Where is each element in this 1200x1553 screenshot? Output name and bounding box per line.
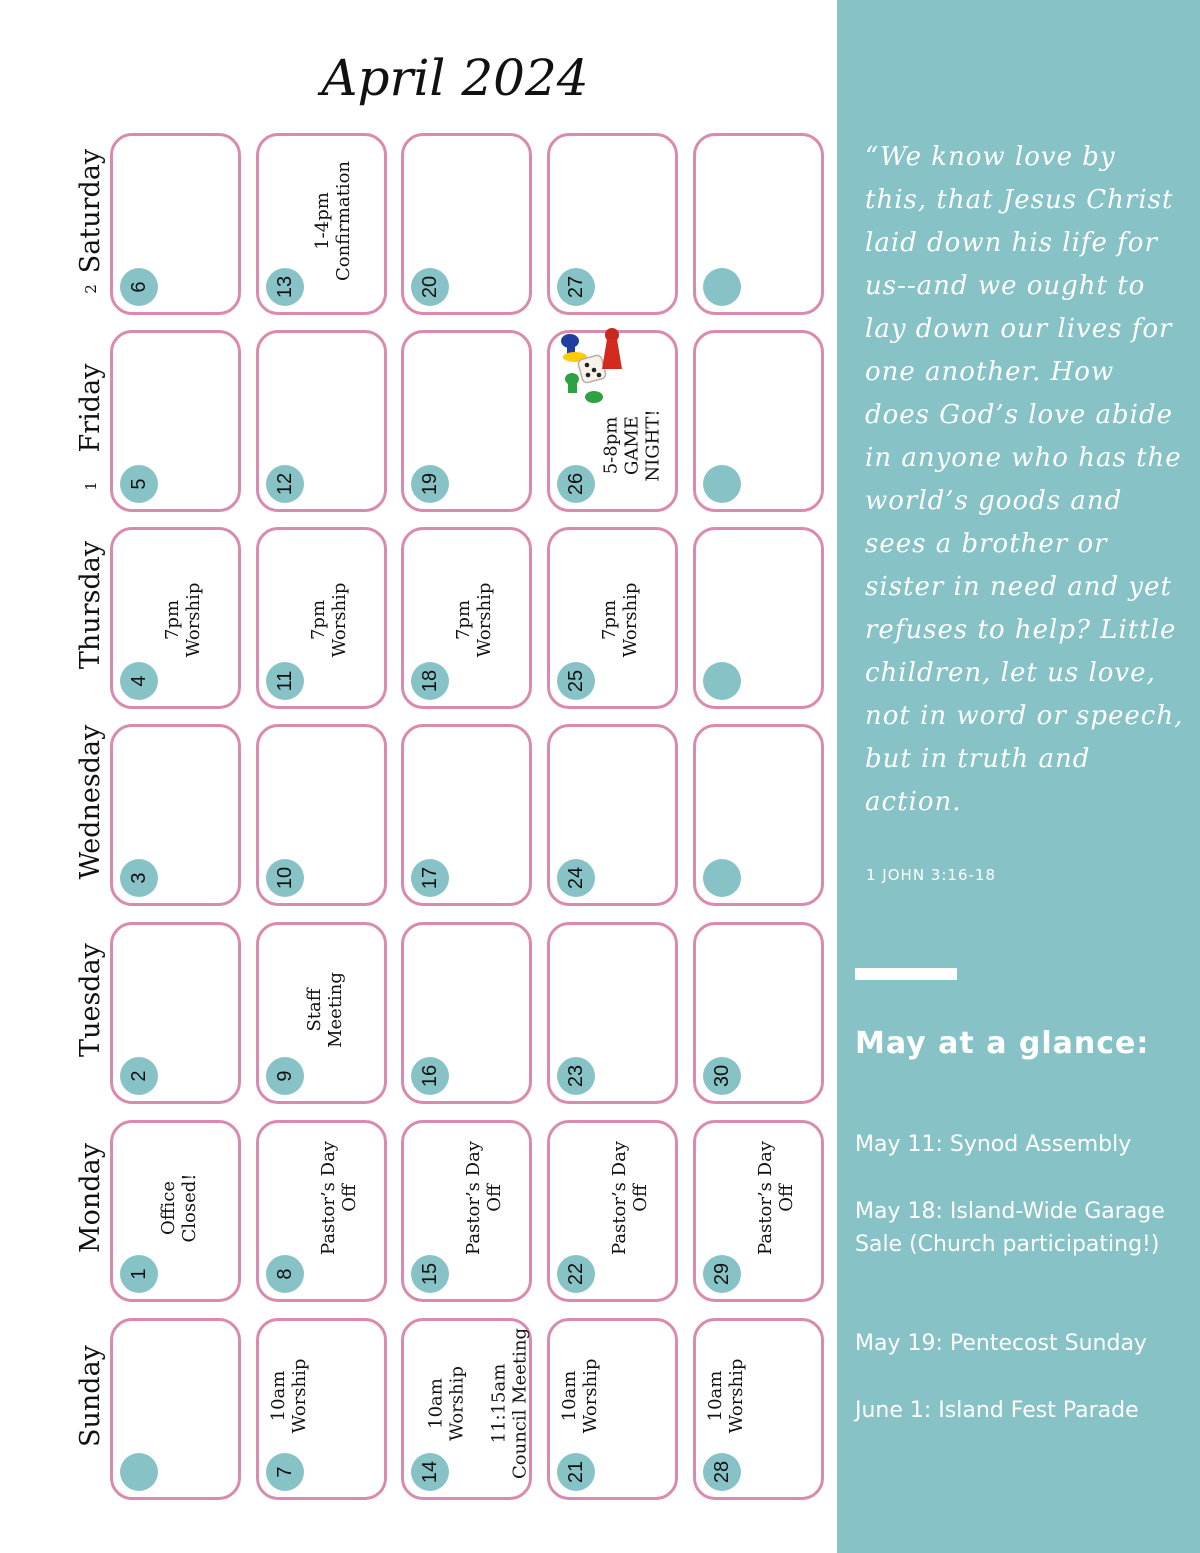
day-number-badge [703, 859, 741, 897]
day-number [703, 465, 741, 503]
day-number: 9 [273, 1070, 296, 1082]
day-number: 28 [710, 1460, 733, 1484]
calendar-day-cell [256, 922, 387, 1104]
day-number-badge [703, 268, 741, 306]
day-number-badge [703, 465, 741, 503]
event-text: 7pm Worship [308, 582, 350, 658]
margin-number: 1 [81, 481, 100, 491]
calendar-day-cell [547, 922, 678, 1104]
may-at-a-glance-heading: May at a glance: [855, 1026, 1150, 1061]
day-number: 15 [418, 1262, 441, 1286]
divider [855, 968, 957, 980]
may-item: June 1: Island Fest Parade [855, 1398, 1139, 1423]
day-number: 10 [273, 866, 296, 890]
calendar-day-cell [547, 133, 678, 315]
day-number: 4 [127, 675, 150, 687]
day-number: 3 [127, 872, 150, 884]
day-number-badge [703, 662, 741, 700]
sidebar [837, 0, 1200, 1553]
day-number: 23 [564, 1064, 587, 1088]
day-number: 6 [127, 281, 150, 293]
event-text: 1-4pm Confirmation [312, 160, 354, 282]
event-text: Pastor’s Day Off [609, 1141, 651, 1255]
day-number-badge [703, 1057, 741, 1095]
day-number: 30 [710, 1064, 733, 1088]
day-number: 29 [710, 1262, 733, 1286]
day-number: 19 [418, 472, 441, 496]
margin-number: 2 [81, 284, 100, 294]
calendar-day-cell [401, 133, 532, 315]
day-number: 8 [273, 1268, 296, 1280]
day-number-badge [120, 859, 158, 897]
calendar-day-cell [547, 724, 678, 906]
calendar-day-cell [110, 724, 241, 906]
calendar-day-cell [401, 922, 532, 1104]
day-number-badge [266, 465, 304, 503]
calendar-day-cell [110, 922, 241, 1104]
event-text: 10am Worship [705, 1358, 747, 1434]
day-number-badge [120, 465, 158, 503]
day-label-sunday: Sunday [75, 1345, 106, 1447]
day-number: 16 [418, 1064, 441, 1088]
day-label-monday: Monday [75, 1143, 106, 1253]
may-item: May 18: Island-Wide Garage Sale (Church participating!) [855, 1199, 1165, 1257]
calendar-day-cell [693, 527, 824, 709]
calendar-day-cell [693, 922, 824, 1104]
board-game-pieces-icon [550, 327, 630, 412]
calendar-day-cell [693, 1120, 824, 1302]
calendar-day-cell [547, 1120, 678, 1302]
day-number [703, 268, 741, 306]
calendar-day-cell [401, 527, 532, 709]
event-text: 7pm Worship [162, 582, 204, 658]
day-number: 14 [418, 1460, 441, 1484]
day-number-badge [411, 1057, 449, 1095]
calendar-day-cell [110, 527, 241, 709]
bible-quote: “We know love by this, that Jesus Christ laid down his life for us--and we ought to lay down our lives for one another. How does God’s love abide in anyone who has the world’s goods and sees a brother or sister in need and yet refuses to help? Little children, let us love, not in word or speech, but in truth and action. [865, 142, 1184, 817]
calendar-day-cell [693, 724, 824, 906]
day-number: 7 [273, 1466, 296, 1478]
event-text: 10am Worship 11:15am Council Meeting [425, 1327, 531, 1479]
day-number-badge [411, 465, 449, 503]
day-number: 5 [127, 478, 150, 490]
day-number: 13 [273, 275, 296, 299]
day-number: 17 [418, 866, 441, 890]
event-text: 10am Worship [559, 1358, 601, 1434]
event-text: Pastor’s Day Off [463, 1141, 505, 1255]
calendar-title [290, 40, 620, 120]
day-number-badge [411, 268, 449, 306]
calendar-day-cell [547, 1318, 678, 1500]
calendar-day-cell [693, 330, 824, 512]
day-number: 18 [418, 669, 441, 693]
day-number-badge [411, 859, 449, 897]
day-label-friday: Friday [75, 363, 106, 453]
event-text: 10am Worship [268, 1358, 310, 1434]
day-number [703, 859, 741, 897]
day-number: 25 [564, 669, 587, 693]
day-label-wednesday: Wednesday [75, 724, 106, 880]
day-number-badge [120, 1057, 158, 1095]
day-number: 21 [564, 1460, 587, 1484]
event-text: 7pm Worship [453, 582, 495, 658]
calendar-day-cell [693, 133, 824, 315]
calendar-day-cell [110, 1120, 241, 1302]
calendar-day-cell [256, 133, 387, 315]
day-number-badge [266, 859, 304, 897]
day-number-badge [557, 1057, 595, 1095]
day-number: 20 [418, 275, 441, 299]
day-number: 27 [564, 275, 587, 299]
day-label-thursday: Thursday [75, 540, 106, 670]
calendar-day-cell [256, 724, 387, 906]
day-number: 26 [564, 472, 587, 496]
event-text: Office Closed! [158, 1173, 200, 1243]
calendar-day-cell [401, 1318, 532, 1500]
calendar-day-cell [693, 1318, 824, 1500]
day-number-badge [120, 1453, 158, 1491]
calendar-day-cell [547, 330, 678, 512]
event-text: 7pm Worship [599, 582, 641, 658]
day-number [703, 662, 741, 700]
day-number-badge [557, 465, 595, 503]
calendar-day-cell [256, 1318, 387, 1500]
calendar-day-cell [256, 1120, 387, 1302]
event-text: Pastor’s Day Off [755, 1141, 797, 1255]
calendar-day-cell [547, 527, 678, 709]
event-text: Staff Meeting [304, 972, 346, 1048]
day-number: 11 [273, 670, 296, 692]
calendar-day-cell [110, 133, 241, 315]
may-item: May 11: Synod Assembly [855, 1132, 1132, 1157]
event-text: Pastor’s Day Off [318, 1141, 360, 1255]
day-number: 12 [273, 472, 296, 496]
event-text: 5-8pm GAME NIGHT! [600, 408, 664, 482]
day-number: 2 [127, 1070, 150, 1082]
day-number-badge [557, 859, 595, 897]
calendar-day-cell [401, 724, 532, 906]
calendar-day-cell [256, 527, 387, 709]
day-number: 22 [564, 1262, 587, 1286]
day-label-saturday: Saturday [75, 148, 106, 274]
day-number-badge [557, 268, 595, 306]
day-number-badge [120, 268, 158, 306]
day-number [120, 1453, 158, 1491]
day-number: 1 [127, 1268, 150, 1280]
calendar-day-cell [401, 1120, 532, 1302]
calendar-day-cell [256, 330, 387, 512]
quote-reference: 1 JOHN 3:16-18 [866, 866, 996, 884]
may-item: May 19: Pentecost Sunday [855, 1331, 1147, 1356]
calendar-day-cell [401, 330, 532, 512]
calendar-title-text: April 2024 [321, 49, 589, 107]
day-label-tuesday: Tuesday [75, 943, 106, 1057]
calendar-day-cell [110, 330, 241, 512]
calendar-day-cell [110, 1318, 241, 1500]
day-number: 24 [564, 866, 587, 890]
